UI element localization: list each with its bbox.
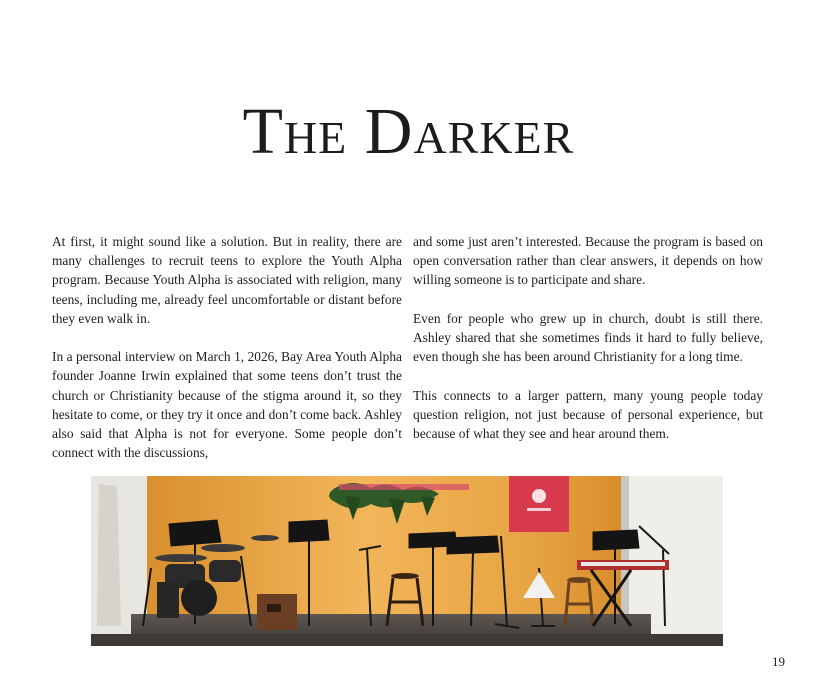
page-number: 19 <box>772 654 785 669</box>
body-paragraph: Even for people who grew up in church, doubt is still there. Ashley shared that she sometimes finds it hard to fully believe, even though she has been around Christianity for a long time. <box>413 310 763 365</box>
red-banner <box>509 476 569 532</box>
stage-photo <box>91 476 723 646</box>
body-paragraph: At first, it might sound like a solution. But in reality, there are many challenges to recruit teens to explore the Youth Alpha program. Because Youth Alpha is associated with religion, many teens, including me, already feel uncomfortable or distant before they even walk in. <box>52 234 402 326</box>
right-text-column <box>413 232 763 462</box>
body-paragraph: and some just aren’t interested. Because the program is based on open conversation rather than clear answers, it depends on how willing someone is to participate and share. <box>413 234 763 288</box>
article-title: The Darker <box>242 95 575 168</box>
left-text-column <box>52 232 402 482</box>
body-paragraph: This connects to a larger pattern, many young people today question religion, not just because of personal experience, but because of what they see and hear around them. <box>413 387 763 441</box>
body-paragraph: In a personal interview on March 1, 2026, Bay Area Youth Alpha founder Joanne Irwin explained that some teens don’t trust the church or Christianity because of the stigma around it, so they hesitate to come, or they try it once and don’t come back. Ashley also said that Alpha is not for everyone. Some people don’t connect with the discussions, <box>52 349 402 461</box>
